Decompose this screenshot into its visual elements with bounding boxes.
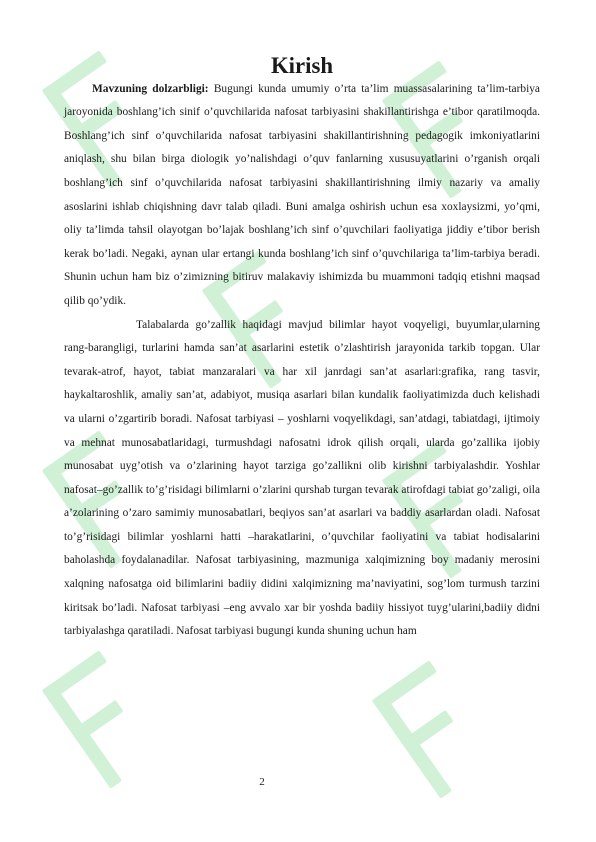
paragraph-relevance — [64, 78, 540, 314]
relevance-text: Bugungi kunda umumiy o’rta ta’lim muassasalarining ta’lim-tarbiya jaroyonida boshlang’ich sinif o’quvchilarida nafosat tarbiyasini shakillantirishga e’tibor qaratilmoqda. Boshlang’ich sinf o’quvchilarida nafosat tarbiyasini shakillantirishning pedagogik imkoniyatlarini aniqlash, shu bilan birga diologik yo’nalishdagi o’quv fanlarning xususuyatlarini o’rganish orqali boshlang’ich sinf o’quvchilarida nafosat tarbiyasini shakillantirishning ilmiy nazariy va amaliy asoslarini ishlab chiqishning davr talab qiladi. Buni amalga oshirish uchun esa xoxlaysizmi, yo’qmi, oliy ta’limda tahsil olayotgan bo’lajak boshlang’ich sinf o’quvchilari faoliyatiga jiddiy e’tibor berish kerak bo’ladi. Negaki, aynan ular ertangi kunda boshlang’ich sinf o’quvchilariga ta’lim-tarbiya beradi. Shunin uchun ham biz o’zimizning bitiruv malakaviy ishimizda bu muammoni tadqiq etishni maqsad qilib qo’ydik. — [64, 82, 540, 307]
document-title: Kirish — [270, 53, 334, 78]
watermark-logo — [358, 629, 542, 821]
relevance-lead: Mavzuning dolzarbligi: — [92, 82, 209, 95]
paragraph-beauty: Talabalarda go’zallik haqidagi mavjud bilimlar hayot voqyeligi, buyumlar,ularning rang-barangligi, turlarini hamda san’at asarlarini estetik o’zlashtirish jarayonida tarkib topgan. Ular tevarak-atrof, hayot, tabiat manzaralari va har xil janrdagi san’at asarlari:grafika, rang tasvir, haykaltaroshlik, amaliy san’at, adabiyot, musiqa asarlari bilan kundalik faoliyatimizda duch kelishadi va ularni o’zgartirib boradi. Nafosat tarbiyasi – yoshlarni voqyelikdagi, san’atdagi, tabiatdagi, ijtimoiy va mehnat munosabatlaridagi, turmushdagi nafosatni idrok qilish orqali, ularda go’zallika ijobiy munosabat uyg’otish va o’zlarining hayot tarziga go’zallikni olib kirishni tarbiyalashdir. Yoshlar nafosat–go’zallik to’g’risidagi bilimlarni o’zlarini qurshab turgan tevarak atirofdagi tabiat go’zaligi, oila a’zolarining o’zaro samimiy munosabatlari, beqiyos san’at asarlari va baddiy asarlardan oladi. Nafosat to’g’risidagi bilimlar yoshlarni hatti –harakatlarini, o’quvchilar faoliyatini va tabiat hodisalarini baholashda foydalanadilar. Nafosat tarbiyasining, mazmuniga xalqimizning boy madaniy merosini xalqning nafosatga oid bilimlarini badiiy didini xalqimizning ma’naviyatini, sog’lom turmush tarzini kiritsak bo’ladi. Nafosat tarbiyasi –eng avvalo xar bir yoshda badiiy hissiyot tuyg’ularini,badiiy didni tarbiyalashga qaratiladi. Nafosat tarbiyasi bugungi kunda shuning uchun ham — [64, 318, 540, 638]
document-body — [64, 54, 540, 644]
page-number: 2 — [259, 776, 265, 788]
